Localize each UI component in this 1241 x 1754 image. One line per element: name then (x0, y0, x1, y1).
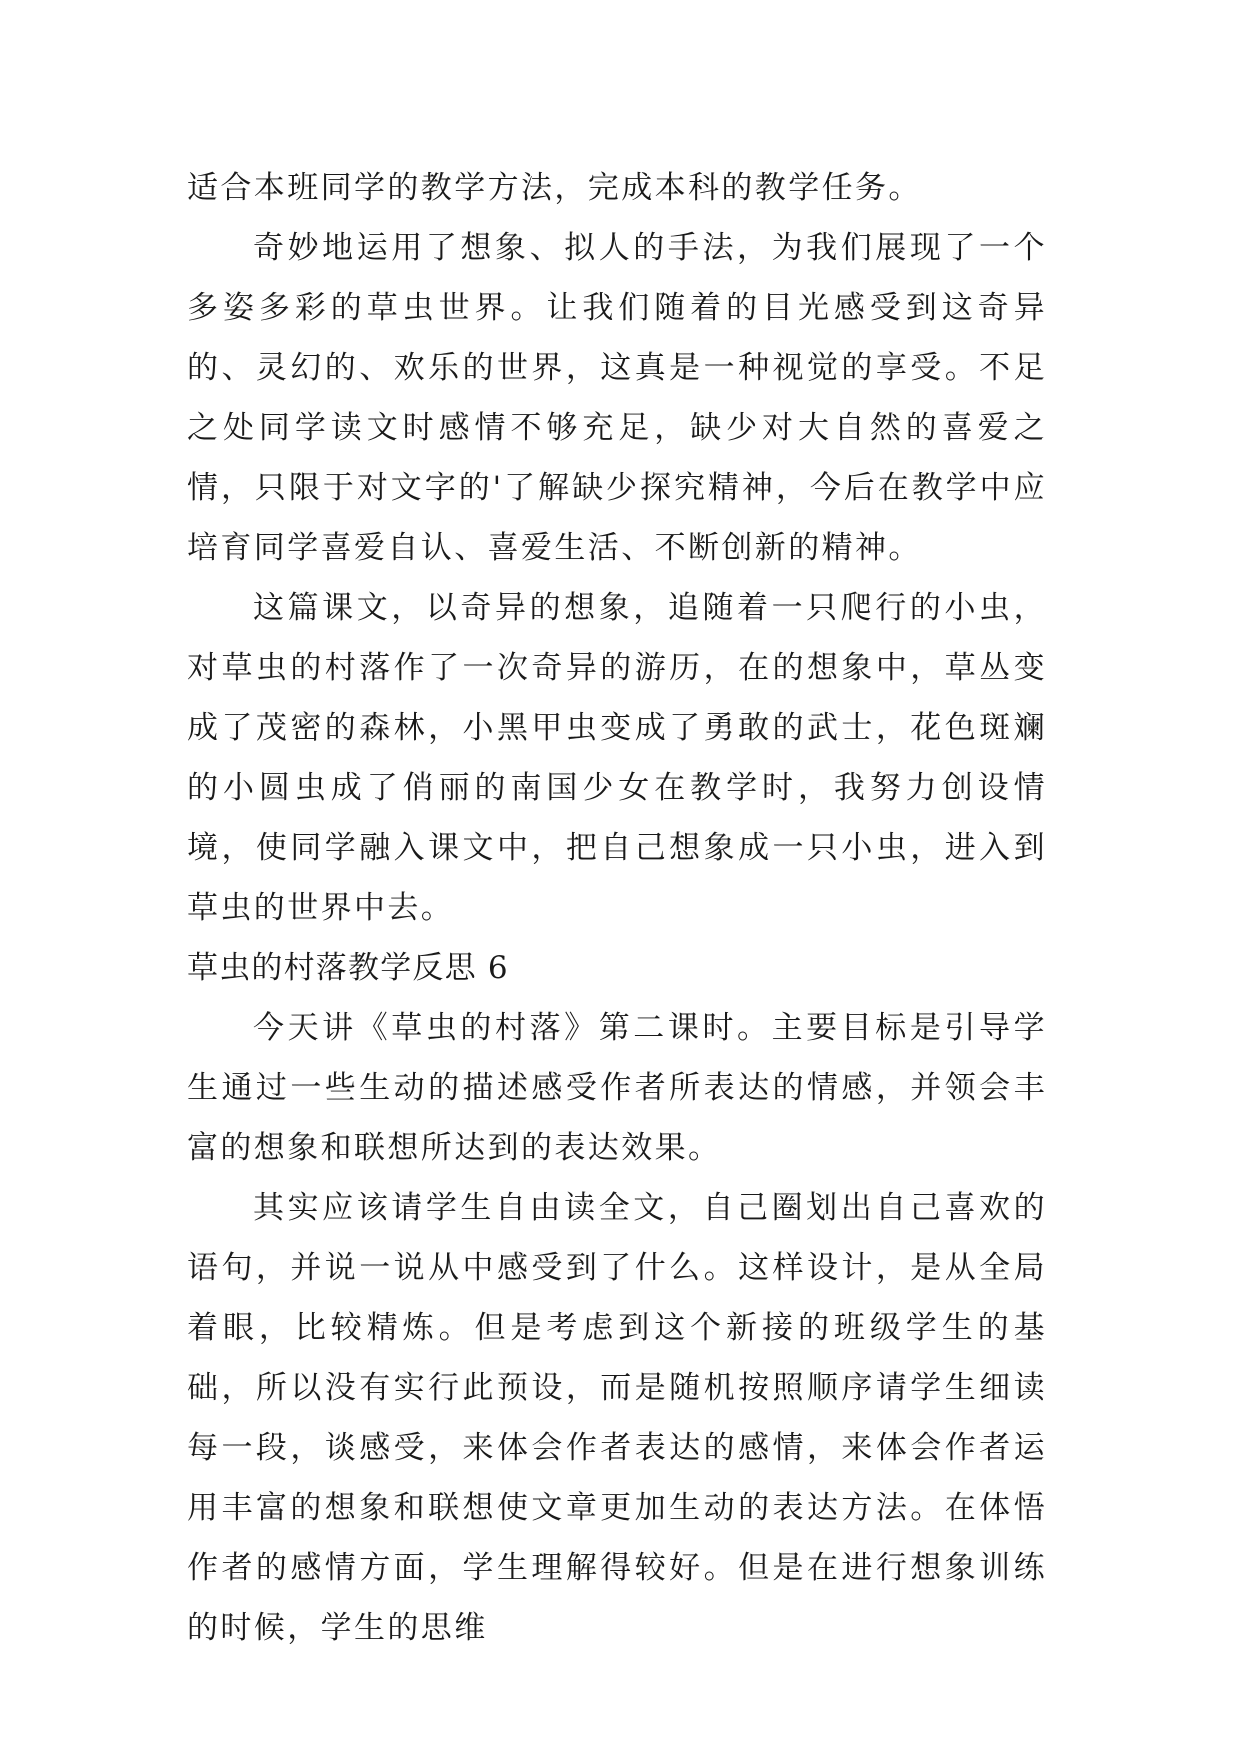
section-heading: 草虫的村落教学反思 6 (187, 950, 509, 986)
paragraph: 这篇课文，以奇异的想象，追随着一只爬行的小虫，对草虫的村落作了一次奇异的游历，在的想象中，草丛变成了茂密的森林，小黑甲虫变成了勇敢的武士，花色斑斓的小圆虫成了俏丽的南国少女在教学时，我努力创设情境，使同学融入课文中，把自己想象成一只小虫，进入到草虫的世界中去。 (187, 590, 1047, 926)
paragraph: 奇妙地运用了想象、拟人的手法，为我们展现了一个多姿多彩的草虫世界。让我们随着的目光感受到这奇异的、灵幻的、欢乐的世界，这真是一种视觉的享受。不足之处同学读文时感情不够充足，缺少对大自然的喜爱之情，只限于对文字的'了解缺少探究精神，今后在教学中应培育同学喜爱自认、喜爱生活、不断创新的精神。 (187, 230, 1047, 566)
paragraph: 今天讲《草虫的村落》第二课时。主要目标是引导学生通过一些生动的描述感受作者所表达的情感，并领会丰富的想象和联想所达到的表达效果。 (187, 1010, 1047, 1166)
document-body (187, 158, 1047, 1658)
paragraph: 其实应该请学生自由读全文，自己圈划出自己喜欢的语句，并说一说从中感受到了什么。这样设计，是从全局着眼，比较精炼。但是考虑到这个新接的班级学生的基础，所以没有实行此预设，而是随机按照顺序请学生细读每一段，谈感受，来体会作者表达的感情，来体会作者运用丰富的想象和联想使文章更加生动的表达方法。在体悟作者的感情方面，学生理解得较好。但是在进行想象训练的时候，学生的思维 (187, 1190, 1047, 1646)
paragraph-continuation: 适合本班同学的教学方法，完成本科的教学任务。 (187, 170, 922, 206)
